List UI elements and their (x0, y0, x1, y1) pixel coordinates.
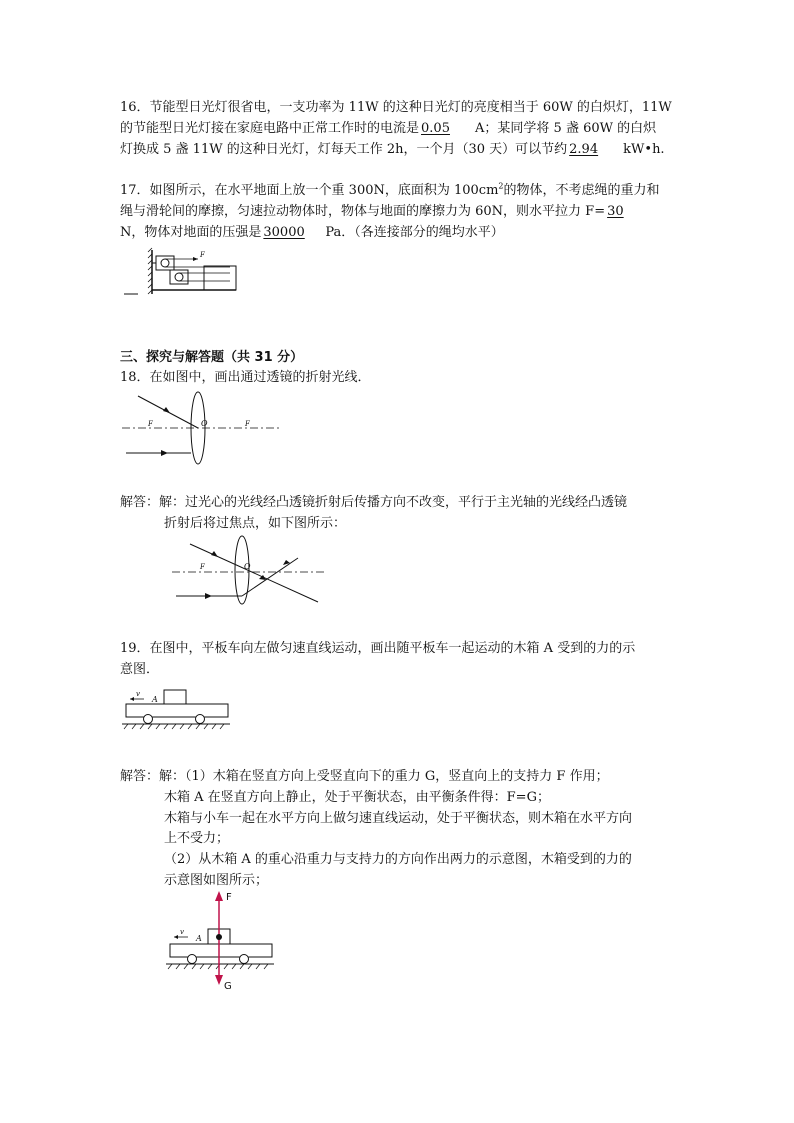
q19-answer-line2: 木箱 A 在竖直方向上静止，处于平衡状态，由平衡条件得：F=G； (164, 790, 550, 805)
q18-answer-label: 解答： (120, 495, 160, 510)
q18-fig-F2: F (245, 420, 250, 428)
q19-answer-line1 (120, 768, 609, 786)
q19-answer-label: 解答： (120, 769, 160, 784)
q18-ans-fig-F: F (200, 563, 205, 571)
q19-fig2-G: G (224, 981, 232, 992)
q17-text-c: 绳与滑轮间的摩擦，匀速拉动物体时，物体与地面的摩擦力为 60N，则水平拉力 F= (120, 204, 606, 219)
q16-line2 (120, 120, 656, 138)
q19-force-figure (166, 889, 278, 993)
q17-fig-F-label: F (200, 251, 205, 259)
q19-answer-line6: 示意图如图所示； (164, 873, 269, 888)
q19-fig2-v: v (180, 928, 184, 936)
q19-fig2-F: F (226, 892, 232, 903)
q18-ans-fig-O: O (244, 562, 251, 571)
q17-text-d: N，物体对地面的压强是 (120, 225, 262, 240)
q18-answer-text1: 解：过光心的光线经凸透镜折射后传播方向不改变，平行于主光轴的光线经凸透镜 (159, 495, 628, 510)
q19-cart-figure (122, 688, 232, 730)
q18-answer-line2: 折射后将过焦点，如下图所示： (164, 516, 347, 531)
q18-question: 18．在如图中，画出通过透镜的折射光线． (120, 370, 371, 385)
q17-line2 (120, 203, 655, 221)
q17-line3 (120, 224, 504, 242)
q18-fig-O: O (201, 419, 208, 428)
q19-answer-line4: 上不受力； (164, 831, 230, 846)
q16-text-c: 灯换成 5 盏 11W 的这种日光灯，灯每天工作 2h，一个月（30 天）可以节约 (120, 142, 568, 157)
q19-fig-A: A (152, 695, 158, 704)
q17-answer-pressure: 30000 (263, 225, 305, 240)
q17-line1 (120, 182, 660, 200)
q16-answer-current: 0.05 (421, 121, 450, 136)
q18-lens-figure (118, 388, 288, 468)
q16-answer-energy: 2.94 (569, 142, 599, 157)
q16-line1: 16．节能型日光灯很省电，一支功率为 11W 的这种日光灯的亮度相当于 60W 的白炽灯，11W (120, 100, 672, 115)
q17-answer-force: 30 (607, 204, 624, 219)
q19-question-line2: 意图． (120, 662, 160, 677)
q17-superscript: 2 (498, 181, 504, 191)
q19-answer-line3: 木箱与小车一起在水平方向上做匀速直线运动，处于平衡状态，则木箱在水平方向 (164, 811, 633, 826)
q18-answer-figure (168, 534, 328, 606)
q17-text-a: 17．如图所示，在水平地面上放一个重 300N，底面积为 100cm (120, 183, 499, 198)
q16-text-b: A；某同学将 5 盏 60W 的白炽 (475, 121, 657, 136)
center-of-mass-dot (216, 934, 222, 940)
q16-text-a: 的节能型日光灯接在家庭电路中正常工作时的电流是 (120, 121, 420, 136)
q19-question-line1: 19．在图中，平板车向左做匀速直线运动，画出随平板车一起运动的木箱 A 受到的力的示 (120, 641, 636, 656)
q17-pulley-figure (118, 248, 238, 298)
q19-answer-line5: （2）从木箱 A 的重心沿重力与支持力的方向作出两力的示意图，木箱受到的力的 (164, 852, 632, 867)
q16-line3 (120, 141, 665, 159)
q17-text-b: 的物体，不考虑绳的重力和 (503, 183, 660, 198)
section-title: 三、探究与解答题（共 31 分） (120, 350, 304, 365)
q19-fig2-A: A (196, 934, 202, 943)
q18-fig-F1: F (148, 420, 153, 428)
q16-text-d: kW•h. (623, 142, 665, 157)
q18-answer-line1 (120, 494, 627, 512)
q19-answer-text1: 解：（1）木箱在竖直方向上受竖直向下的重力 G，竖直向上的支持力 F 作用； (159, 769, 609, 784)
q19-fig-v: v (136, 690, 140, 698)
q17-text-e: Pa．（各连接部分的绳均水平） (325, 225, 504, 240)
